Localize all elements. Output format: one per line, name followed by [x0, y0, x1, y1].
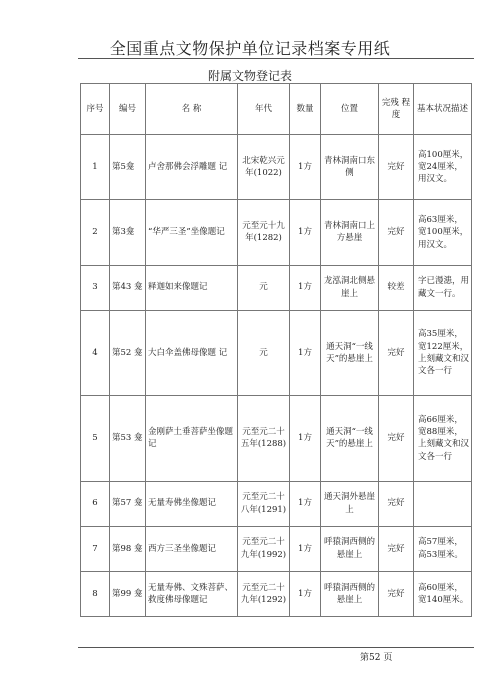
cell-name: 无量寿佛坐像题记 — [146, 481, 238, 526]
cell-location: 呼猿洞西侧的悬崖上 — [321, 571, 379, 616]
cell-location: 通天洞“一线天”的悬崖上 — [321, 396, 379, 481]
column-header-location: 位置 — [321, 84, 379, 135]
cell-era: 元至元二十八年(1291) — [238, 481, 290, 526]
cell-location: 青林洞南口东侧 — [321, 135, 379, 200]
cell-name: 大白伞盖佛母像题 记 — [146, 310, 238, 395]
table-row — [81, 526, 472, 571]
table-row — [81, 135, 472, 200]
column-header-condition: 完残 程度 — [379, 84, 414, 135]
cell-quantity: 1方 — [290, 571, 321, 616]
cell-era: 元至元二十九年(1292) — [238, 571, 290, 616]
cell-condition: 完好 — [379, 571, 414, 616]
cell-location: 呼猿洞西侧的悬崖上 — [321, 526, 379, 571]
cell-quantity: 1方 — [290, 310, 321, 395]
table-row — [81, 481, 472, 526]
cell-description: 高66厘米，宽88厘米，上刻藏文和汉文各一行 — [414, 396, 472, 481]
table-title: 附属文物登记表 — [207, 69, 292, 83]
column-header-description: 基本状况描述 — [414, 84, 472, 135]
table-row — [81, 396, 472, 481]
cell-location: 通天洞“一线天”的悬崖上 — [321, 310, 379, 395]
column-header-name: 名 称 — [146, 84, 238, 135]
table-row — [81, 200, 472, 265]
cell-condition: 完好 — [379, 310, 414, 395]
cell-era: 北宋乾兴元年(1022) — [238, 135, 290, 200]
cell-condition: 完好 — [379, 396, 414, 481]
cell-code: 第52 龛 — [110, 310, 146, 395]
cell-code: 第3龛 — [110, 200, 146, 265]
page-title: 全国重点文物保护单位记录档案专用纸 — [109, 39, 391, 58]
cell-condition: 完好 — [379, 135, 414, 200]
cell-era: 元至元二十九年(1992) — [238, 526, 290, 571]
cell-name: 无量寿佛、文殊菩萨、救度佛母像题记 — [146, 571, 238, 616]
cell-era: 元至元二十五年(1288) — [238, 396, 290, 481]
cell-no: 5 — [81, 396, 110, 481]
cell-description: 高63厘米，宽100厘米，用汉文。 — [414, 200, 472, 265]
cell-code: 第53 龛 — [110, 396, 146, 481]
cell-name: 卢舍那佛会浮雕题 记 — [146, 135, 238, 200]
cell-code: 第98 龛 — [110, 526, 146, 571]
table-row — [81, 265, 472, 310]
cell-code: 第5龛 — [110, 135, 146, 200]
column-header-code: 编号 — [110, 84, 146, 135]
cell-code: 第43 龛 — [110, 265, 146, 310]
cell-condition: 较差 — [379, 265, 414, 310]
cell-name: “华严三圣”坐像题记 — [146, 200, 238, 265]
cell-description: 高35厘米，宽122厘米，上刻藏文和汉文各一行 — [414, 310, 472, 395]
cell-description: 高100厘米，宽24厘米，用汉文。 — [414, 135, 472, 200]
cell-description — [414, 481, 472, 526]
cell-name: 金刚萨土垂菩萨坐像题记 — [146, 396, 238, 481]
cell-era: 元至元十九年(1282) — [238, 200, 290, 265]
cell-code: 第99 龛 — [110, 571, 146, 616]
table-header-row — [81, 84, 472, 135]
cell-location: 龙泓洞北侧悬崖上 — [321, 265, 379, 310]
cell-description: 高60厘米，宽140厘米。 — [414, 571, 472, 616]
page-number: 第52 页 — [360, 653, 393, 663]
cell-era: 元 — [238, 310, 290, 395]
cell-location: 通天洞外悬崖上 — [321, 481, 379, 526]
cell-quantity: 1方 — [290, 481, 321, 526]
cell-description: 高57厘米，高53厘米。 — [414, 526, 472, 571]
cell-era: 元 — [238, 265, 290, 310]
cell-no: 6 — [81, 481, 110, 526]
cell-no: 4 — [81, 310, 110, 395]
footer-divider — [78, 647, 474, 648]
column-header-era: 年代 — [238, 84, 290, 135]
header-divider — [78, 58, 474, 59]
cell-name: 释迦如来像题记 — [146, 265, 238, 310]
artifact-register-table — [80, 83, 472, 617]
cell-no: 7 — [81, 526, 110, 571]
cell-description: 字已漫漶，用藏文一行。 — [414, 265, 472, 310]
cell-name: 西方三圣坐像题记 — [146, 526, 238, 571]
cell-no: 1 — [81, 135, 110, 200]
column-header-no: 序号 — [81, 84, 110, 135]
cell-quantity: 1方 — [290, 200, 321, 265]
cell-quantity: 1方 — [290, 265, 321, 310]
cell-condition: 完好 — [379, 200, 414, 265]
cell-code: 第57 龛 — [110, 481, 146, 526]
cell-quantity: 1方 — [290, 396, 321, 481]
cell-quantity: 1方 — [290, 135, 321, 200]
cell-quantity: 1方 — [290, 526, 321, 571]
cell-condition: 完好 — [379, 481, 414, 526]
cell-no: 2 — [81, 200, 110, 265]
table-row — [81, 310, 472, 395]
table-row — [81, 571, 472, 616]
column-header-quantity: 数量 — [290, 84, 321, 135]
cell-no: 3 — [81, 265, 110, 310]
cell-location: 青林洞南口上方悬崖 — [321, 200, 379, 265]
cell-condition: 完好 — [379, 526, 414, 571]
cell-no: 8 — [81, 571, 110, 616]
